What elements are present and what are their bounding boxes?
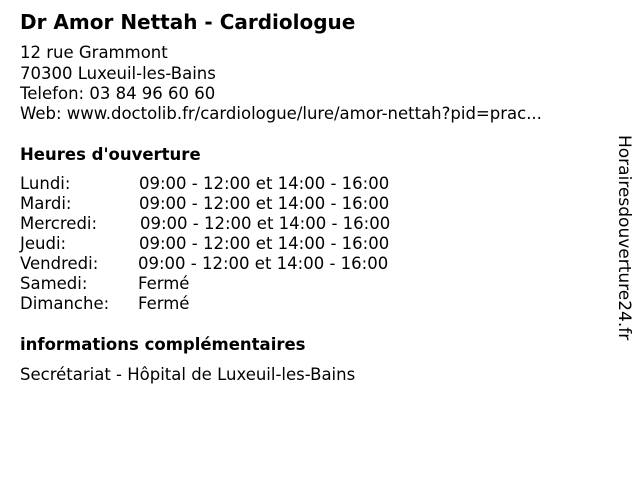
day-hours: Fermé: [138, 294, 190, 313]
day-label: Vendredi:: [20, 254, 99, 273]
additional-info-text: Secrétariat - Hôpital de Luxeuil-les-Bains: [20, 365, 356, 384]
day-label: Dimanche:: [20, 294, 110, 313]
phone-number: Telefon: 03 84 96 60 60: [20, 84, 216, 103]
additional-info-heading: informations complémentaires: [20, 335, 306, 354]
day-label: Mardi:: [20, 194, 72, 213]
day-label: Jeudi:: [20, 234, 67, 253]
opening-hours-heading: Heures d'ouverture: [20, 145, 201, 164]
page-title: Dr Amor Nettah - Cardiologue: [20, 10, 356, 34]
address-street: 12 rue Grammont: [20, 43, 168, 62]
day-hours: Fermé: [138, 274, 190, 293]
day-hours: 09:00 - 12:00 et 14:00 - 16:00: [139, 234, 390, 253]
day-label: Samedi:: [20, 274, 88, 293]
day-hours: 09:00 - 12:00 et 14:00 - 16:00: [140, 214, 391, 233]
day-hours: 09:00 - 12:00 et 14:00 - 16:00: [138, 254, 389, 273]
site-watermark: Horairesdouverture24.fr: [614, 135, 634, 341]
website-link[interactable]: Web: www.doctolib.fr/cardiologue/lure/amor-nettah?pid=prac...: [20, 104, 542, 123]
day-label: Mercredi:: [20, 214, 98, 233]
address-city: 70300 Luxeuil-les-Bains: [20, 64, 216, 83]
day-label: Lundi:: [20, 174, 71, 193]
day-hours: 09:00 - 12:00 et 14:00 - 16:00: [139, 194, 390, 213]
day-hours: 09:00 - 12:00 et 14:00 - 16:00: [139, 174, 390, 193]
